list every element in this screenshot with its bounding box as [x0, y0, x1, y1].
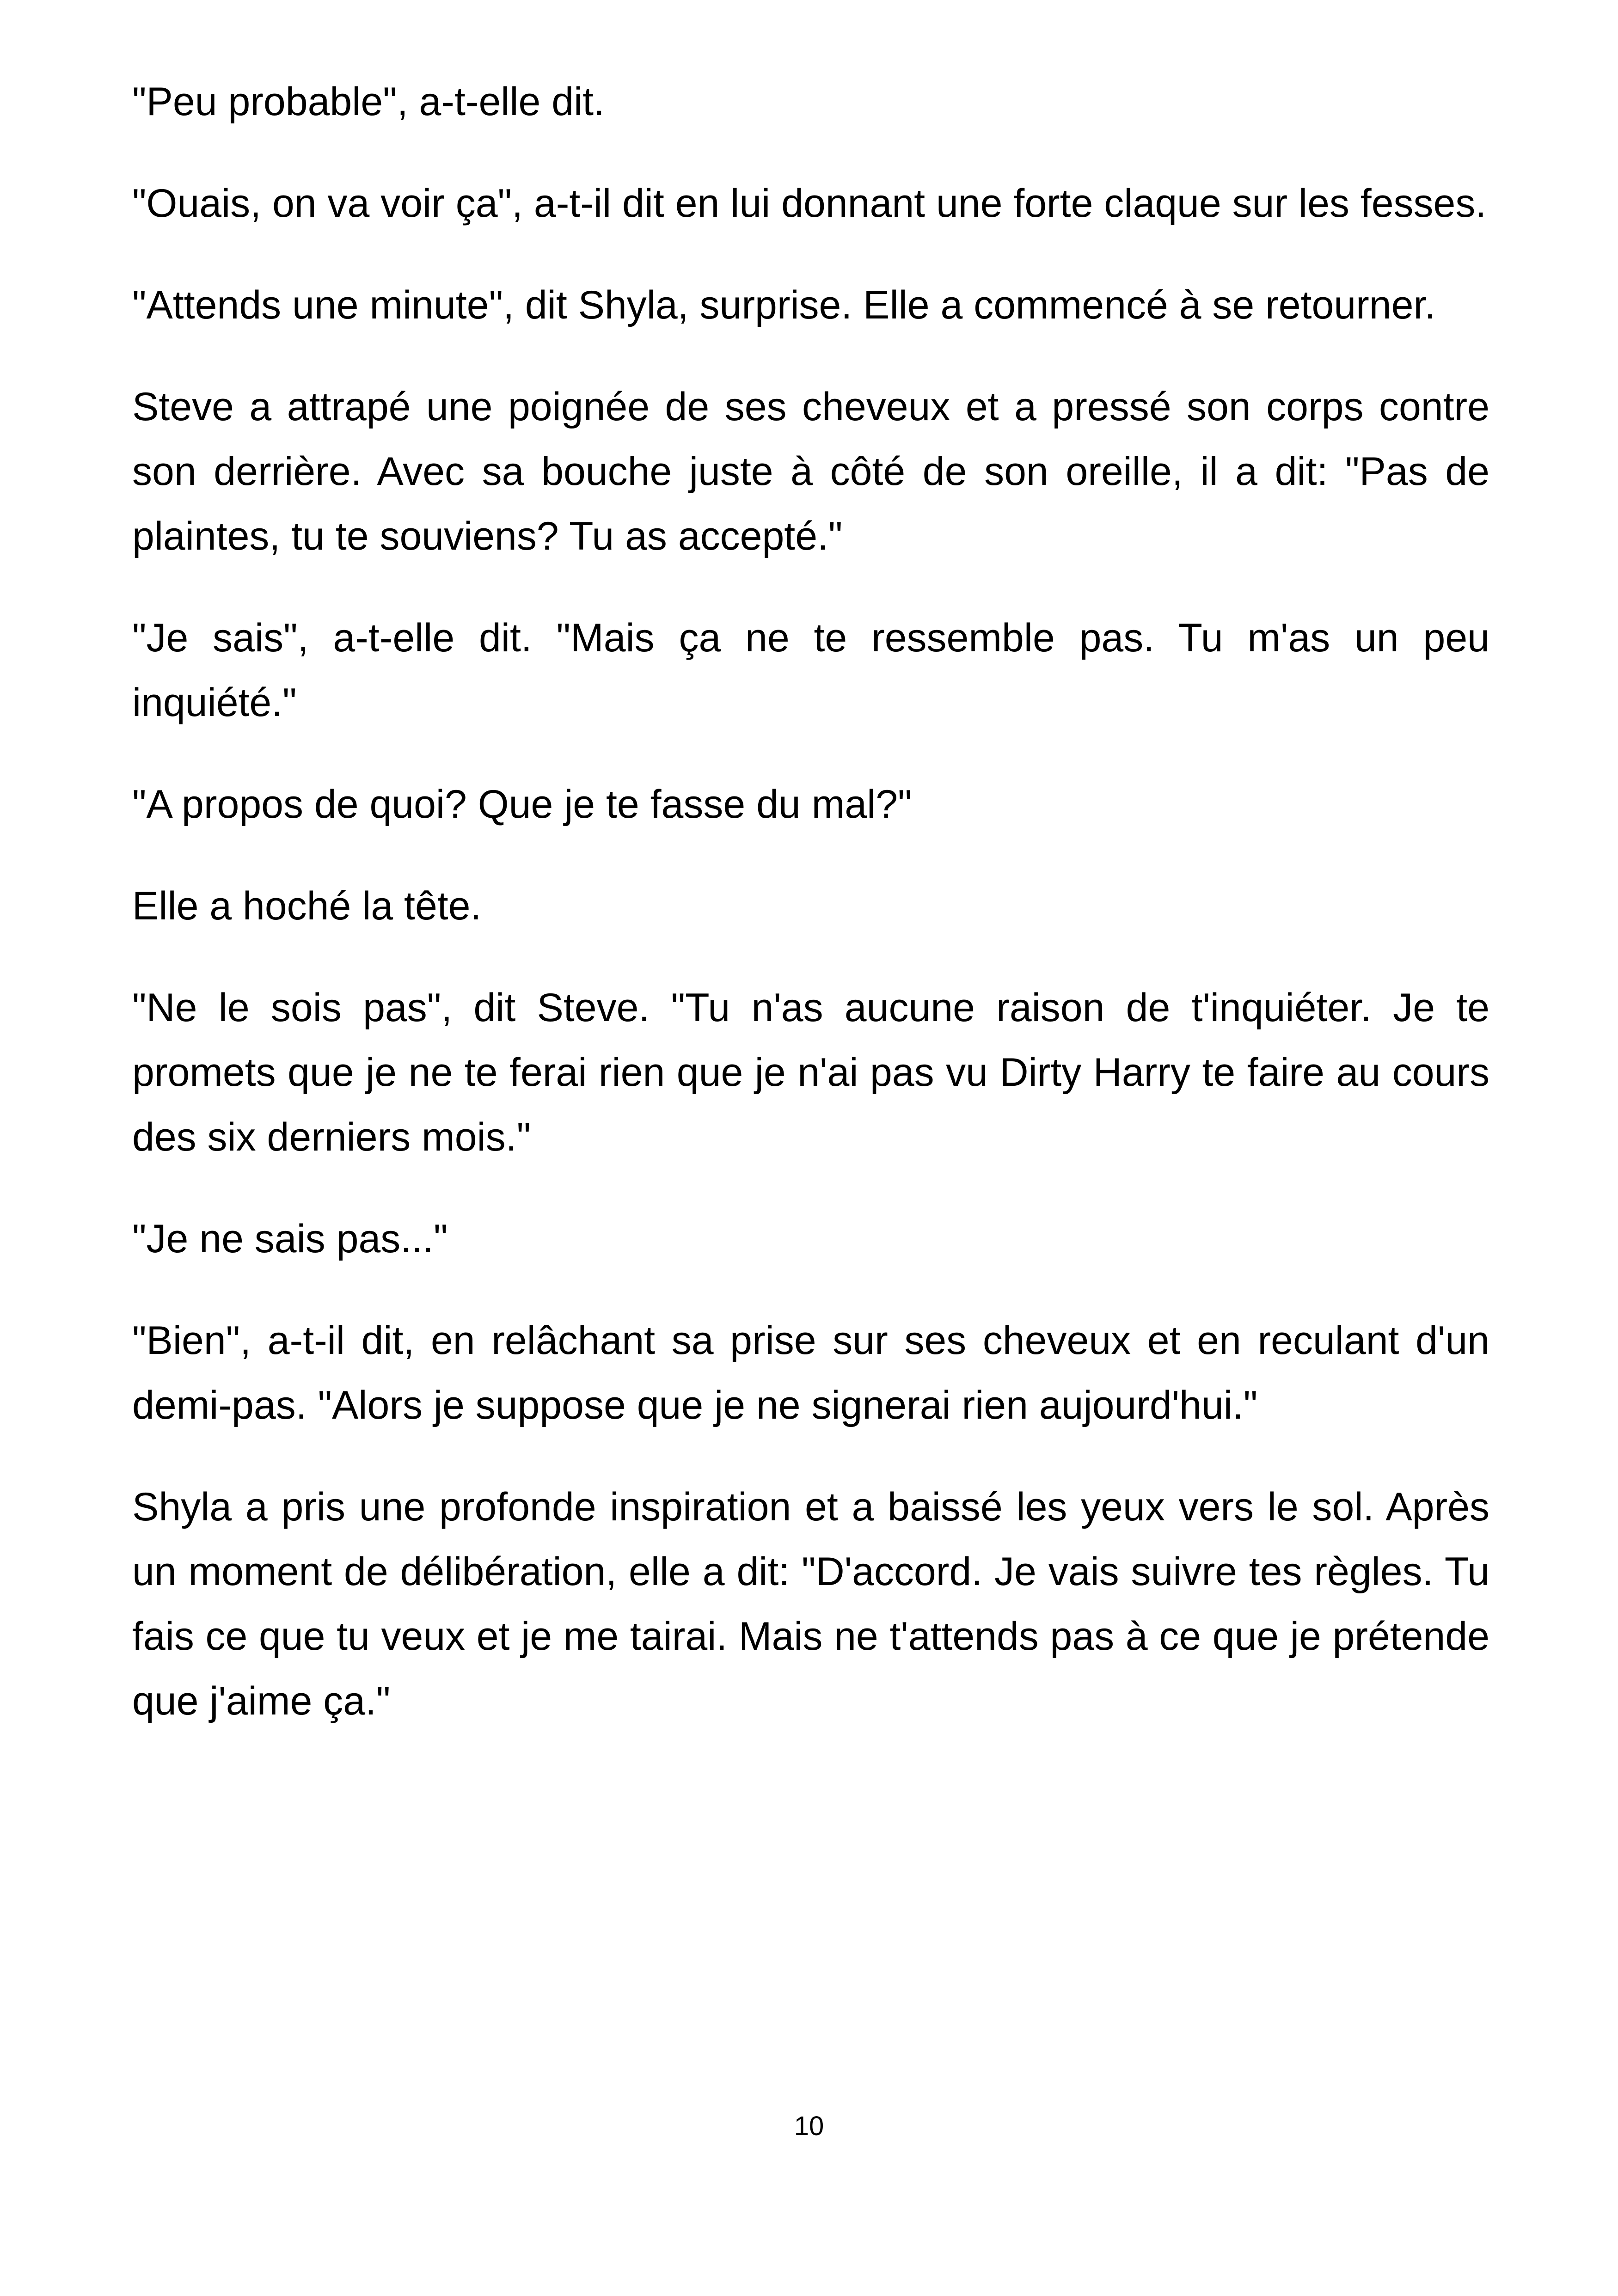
paragraph: "Je sais", a-t-elle dit. "Mais ça ne te ressemble pas. Tu m'as un peu inquiété."	[132, 616, 1489, 725]
paragraph: "Bien", a-t-il dit, en relâchant sa prise sur ses cheveux et en reculant d'un demi-pas. "Alors je suppose que je ne signerai rien aujourd'hui."	[132, 1318, 1489, 1427]
paragraph: "Je ne sais pas..."	[132, 1217, 448, 1261]
paragraph: "Peu probable", a-t-elle dit.	[132, 80, 605, 124]
paragraph: Elle a hoché la tête.	[132, 884, 482, 928]
paragraph: "A propos de quoi? Que je te fasse du mal?"	[132, 782, 912, 827]
paragraph: "Ouais, on va voir ça", a-t-il dit en lui donnant une forte claque sur les fesses.	[132, 181, 1487, 226]
paragraph: "Attends une minute", dit Shyla, surprise. Elle a commencé à se retourner.	[132, 283, 1436, 327]
page-number: 10	[794, 2111, 824, 2141]
paragraph: Shyla a pris une profonde inspiration et a baissé les yeux vers le sol. Après un moment de délibération, elle a dit: "D'accord. Je vais suivre tes règles. Tu fais ce que tu veux et je me tairai. Mais ne t'attends pas à ce que je prétende que j'aime ça."	[132, 1485, 1489, 1723]
paragraph: Steve a attrapé une poignée de ses cheveux et a pressé son corps contre son derrière. Avec sa bouche juste à côté de son oreille, il a dit: "Pas de plaintes, tu te souviens? Tu as accepté."	[132, 385, 1489, 558]
body-text	[132, 69, 1489, 1770]
paragraph: "Ne le sois pas", dit Steve. "Tu n'as aucune raison de t'inquiéter. Je te promets que je ne te ferai rien que je n'ai pas vu Dirty Harry te faire au cours des six derniers mois."	[132, 986, 1489, 1159]
